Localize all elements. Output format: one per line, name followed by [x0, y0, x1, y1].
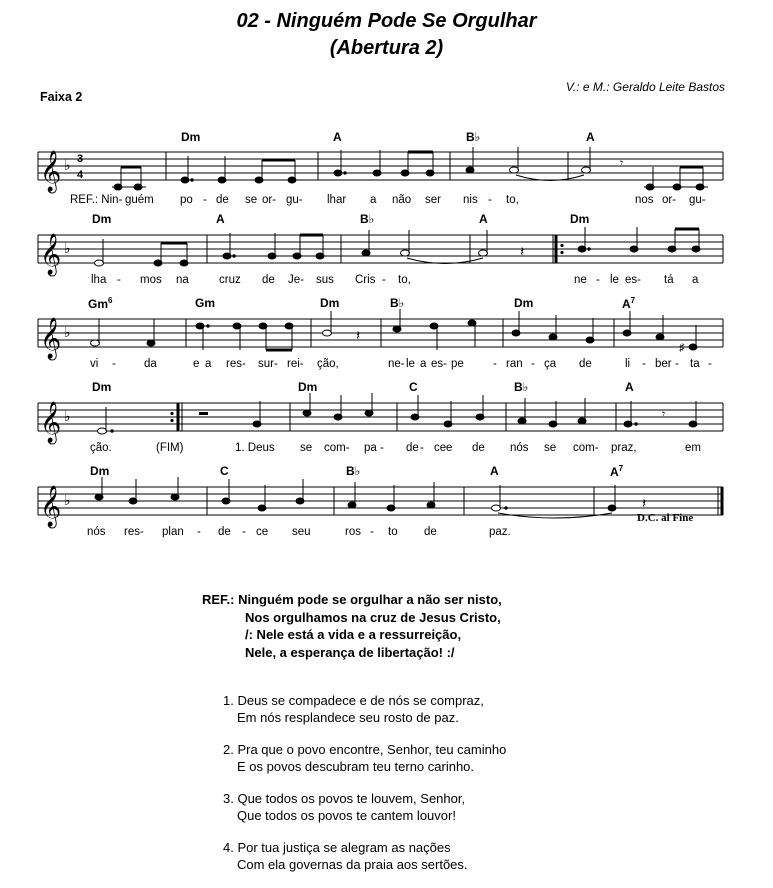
lyric-syllable: seu [292, 526, 311, 538]
flat-icon: ♭ [64, 409, 71, 425]
music-staff [0, 225, 773, 285]
chord-label: B♭ [346, 464, 361, 478]
lyric-syllable: ta [690, 358, 700, 370]
chord-label: B♭ [514, 380, 529, 394]
chord-label: Dm [92, 380, 112, 394]
lyric-syllable: - [380, 442, 384, 454]
verse-line: 3. Que todos os povos te louvem, Senhor, [223, 791, 466, 806]
svg-text:𝄽: 𝄽 [356, 327, 361, 343]
lyric-syllable: de [579, 358, 592, 370]
lyric-syllable: ce [434, 442, 447, 454]
chord-label: A [479, 212, 488, 226]
lyric-syllable: or- [262, 194, 277, 206]
lyric-syllable: - [488, 194, 492, 206]
lyric-syllable: Cris [355, 274, 376, 286]
lyric-syllable: - [493, 358, 497, 370]
music-system-2 [0, 210, 773, 292]
dc-al-fine-label: D.C. al Fine [637, 512, 694, 524]
verse-line: Que todos os povos te cantem louvor! [237, 808, 456, 823]
track-label: Faixa 2 [40, 90, 83, 104]
lyric-syllable: - [117, 274, 121, 286]
lyric-syllable: REF.: Nin- [70, 194, 123, 206]
lyric-syllable: nós [510, 442, 529, 454]
song-title: 02 - Ninguém Pode Se Orgulhar [236, 10, 537, 32]
chord-label: A [490, 464, 499, 478]
lyric-syllable: es- [431, 358, 447, 370]
lyric-syllable: nis [463, 194, 478, 206]
lyric-syllable: de [406, 442, 419, 454]
flat-icon: ♭ [64, 325, 71, 341]
chord-label: B♭ [466, 130, 481, 144]
treble-clef-icon: 𝄞 [40, 234, 62, 275]
lyric-syllable: - [596, 274, 600, 286]
lyric-syllable: ção. [90, 442, 112, 454]
lyric-syllable: cruz [219, 274, 241, 286]
verses-list [223, 692, 506, 888]
lyric-syllable: se [544, 442, 557, 454]
lyric-syllable: ran [506, 358, 523, 370]
verse-line: 2. Pra que o povo encontre, Senhor, teu caminho [223, 742, 507, 757]
chord-label: $A^7$ [610, 464, 624, 479]
lyric-syllable: e [446, 442, 453, 454]
lyric-syllable: nós [87, 526, 106, 538]
refrain-line: REF.: Ninguém pode se orgulhar a não ser nisto, [202, 592, 502, 607]
lyric-syllable: da [144, 358, 157, 370]
lyric-syllable: - [112, 358, 116, 370]
chord-label: Gm [195, 296, 216, 310]
music-staff [0, 393, 773, 453]
verse-line: Com ela governas da praia aos sertões. [237, 857, 468, 872]
lyric-syllable: ce [256, 526, 269, 538]
lyric-syllable: to, [398, 274, 411, 286]
author-credit: V.: e M.: Geraldo Leite Bastos [565, 80, 725, 94]
lyric-syllable: ros [345, 526, 361, 538]
lyric-syllable: em [685, 442, 701, 454]
verse-line: Em nós resplandece seu rosto de paz. [237, 710, 459, 725]
lyric-syllable: po [180, 194, 193, 206]
lyric-syllable: ne- [388, 358, 405, 370]
lyric-syllable: ça [544, 358, 557, 370]
lyric-syllable: rei- [287, 358, 304, 370]
verse-line: 4. Por tua justiça se alegram as nações [223, 840, 451, 855]
lyric-syllable: gu- [689, 194, 706, 206]
svg-text:𝄽: 𝄽 [642, 495, 647, 511]
lyric-syllable: or- [662, 194, 677, 206]
flat-icon: ♭ [64, 241, 71, 257]
lyric-syllable: de [262, 274, 275, 286]
lyric-syllable: - [382, 274, 386, 286]
lyric-syllable: es- [625, 274, 641, 286]
chord-label: Dm [181, 130, 201, 144]
lyric-syllable: (FIM) [156, 442, 184, 454]
lyric-syllable: - [531, 358, 535, 370]
sharp-icon: ♯ [679, 342, 685, 354]
lyric-syllable: pa [364, 442, 377, 454]
chord-label: Dm [92, 212, 112, 226]
treble-clef-icon: 𝄞 [40, 402, 62, 443]
lyric-syllable: e [193, 358, 200, 370]
lyric-syllable: tá [664, 274, 674, 286]
lyric-syllable: li [625, 358, 631, 370]
lyric-syllable: com- [324, 442, 350, 454]
lyric-syllable: com- [573, 442, 599, 454]
lyric-syllable: - [420, 442, 424, 454]
chord-label: Dm [570, 212, 590, 226]
lyric-syllable: não [392, 194, 412, 206]
lyric-syllable: de [216, 194, 229, 206]
chord-label: Dm [90, 464, 110, 478]
lyric-syllable: sus [316, 274, 334, 286]
lyric-syllable: lha [91, 274, 107, 286]
lyric-syllable: vi [90, 358, 99, 370]
lyric-syllable: guém [125, 194, 154, 206]
lyric-syllable: gu- [286, 194, 303, 206]
chord-label: C [409, 380, 418, 394]
lyric-syllable: - [242, 526, 246, 538]
lyric-syllable: - [203, 194, 207, 206]
chord-label: A [586, 130, 595, 144]
lyric-syllable: res- [226, 358, 246, 370]
treble-clef-icon: 𝄞 [40, 318, 62, 359]
lyric-syllable: praz, [611, 442, 637, 454]
lyric-syllable: - [370, 526, 374, 538]
lyric-syllable: ne [574, 274, 587, 286]
lyric-syllable: plan [162, 526, 184, 538]
chord-label: A [333, 130, 342, 144]
lyric-syllable: paz. [489, 526, 511, 538]
lyric-syllable: de [218, 526, 231, 538]
refrain-line: Nos orgulhamos na cruz de Jesus Cristo, [245, 609, 501, 625]
lyric-syllable: ção, [317, 358, 339, 370]
lyric-syllable: ser [425, 194, 441, 206]
lyric-syllable: - [197, 526, 201, 538]
svg-text:𝄽: 𝄽 [520, 243, 525, 259]
refrain-line: /: Nele está a vida e a ressurreição, [245, 627, 462, 642]
chord-label: B♭ [360, 212, 375, 226]
lyric-syllable: de [472, 442, 485, 454]
lyric-syllable: 1. Deus [235, 442, 275, 454]
lyric-syllable: se [245, 194, 258, 206]
chord-label: Dm [514, 296, 534, 310]
refrain-line: Nele, a esperança de libertação! :/ [245, 644, 455, 660]
svg-text:𝄾: 𝄾 [620, 156, 624, 170]
lyric-syllable: pe [451, 358, 464, 370]
lyric-syllable: to, [506, 194, 519, 206]
lyric-syllable: res- [124, 526, 144, 538]
lyric-syllable: to [388, 526, 398, 538]
lyric-syllable: lhar [327, 194, 347, 206]
chord-label: A [625, 380, 634, 394]
lyric-syllable: a [205, 358, 212, 370]
chord-label: Dm [298, 380, 318, 394]
lyric-syllable: le [610, 274, 619, 286]
chord-label: A [216, 212, 225, 226]
music-system-5 [0, 462, 773, 544]
chord-label: Dm [320, 296, 340, 310]
lyric-syllable: - [675, 358, 679, 370]
lyric-syllable: ber [655, 358, 672, 370]
verse-line: 1. Deus se compadece e de nós se compraz, [223, 693, 484, 708]
lyric-syllable: mos [140, 274, 162, 286]
svg-text:𝄾: 𝄾 [662, 407, 666, 421]
lyric-syllable: a [370, 194, 377, 206]
verse-line: E os povos descubram teu terno carinho. [237, 759, 475, 774]
chord-label: B♭ [390, 296, 405, 310]
verse-4 [223, 839, 506, 873]
lyric-syllable: - [642, 358, 646, 370]
refrain-text [202, 591, 502, 661]
svg-text:4: 4 [77, 169, 84, 181]
chord-label: C [220, 464, 229, 478]
music-system-1 [0, 128, 773, 208]
lyric-syllable: se [300, 442, 313, 454]
chord-label: Gm$^6$ [88, 296, 113, 311]
music-staff [0, 477, 773, 537]
lyric-syllable: nos [635, 194, 654, 206]
lyric-syllable: a [692, 274, 699, 286]
music-staff [0, 142, 773, 202]
chord-label: $A^7$ [622, 296, 636, 311]
verse-2 [223, 741, 506, 775]
lyric-syllable: na [176, 274, 189, 286]
verse-1 [223, 692, 506, 726]
flat-icon: ♭ [64, 158, 71, 174]
treble-clef-icon: 𝄞 [40, 151, 62, 192]
lyric-syllable: de [424, 526, 437, 538]
verse-3 [223, 790, 506, 824]
lyric-syllable: a [420, 358, 427, 370]
time-signature-icon: 3 [77, 153, 84, 165]
lyric-syllable: Je- [288, 274, 304, 286]
lyric-syllable: le [406, 358, 415, 370]
lyric-syllable: sur- [258, 358, 278, 370]
lyric-syllable: - [708, 358, 712, 370]
treble-clef-icon: 𝄞 [40, 486, 62, 527]
song-subtitle: (Abertura 2) [329, 37, 444, 59]
music-system-3 [0, 294, 773, 376]
flat-icon: ♭ [64, 493, 71, 509]
music-system-4 [0, 378, 773, 460]
